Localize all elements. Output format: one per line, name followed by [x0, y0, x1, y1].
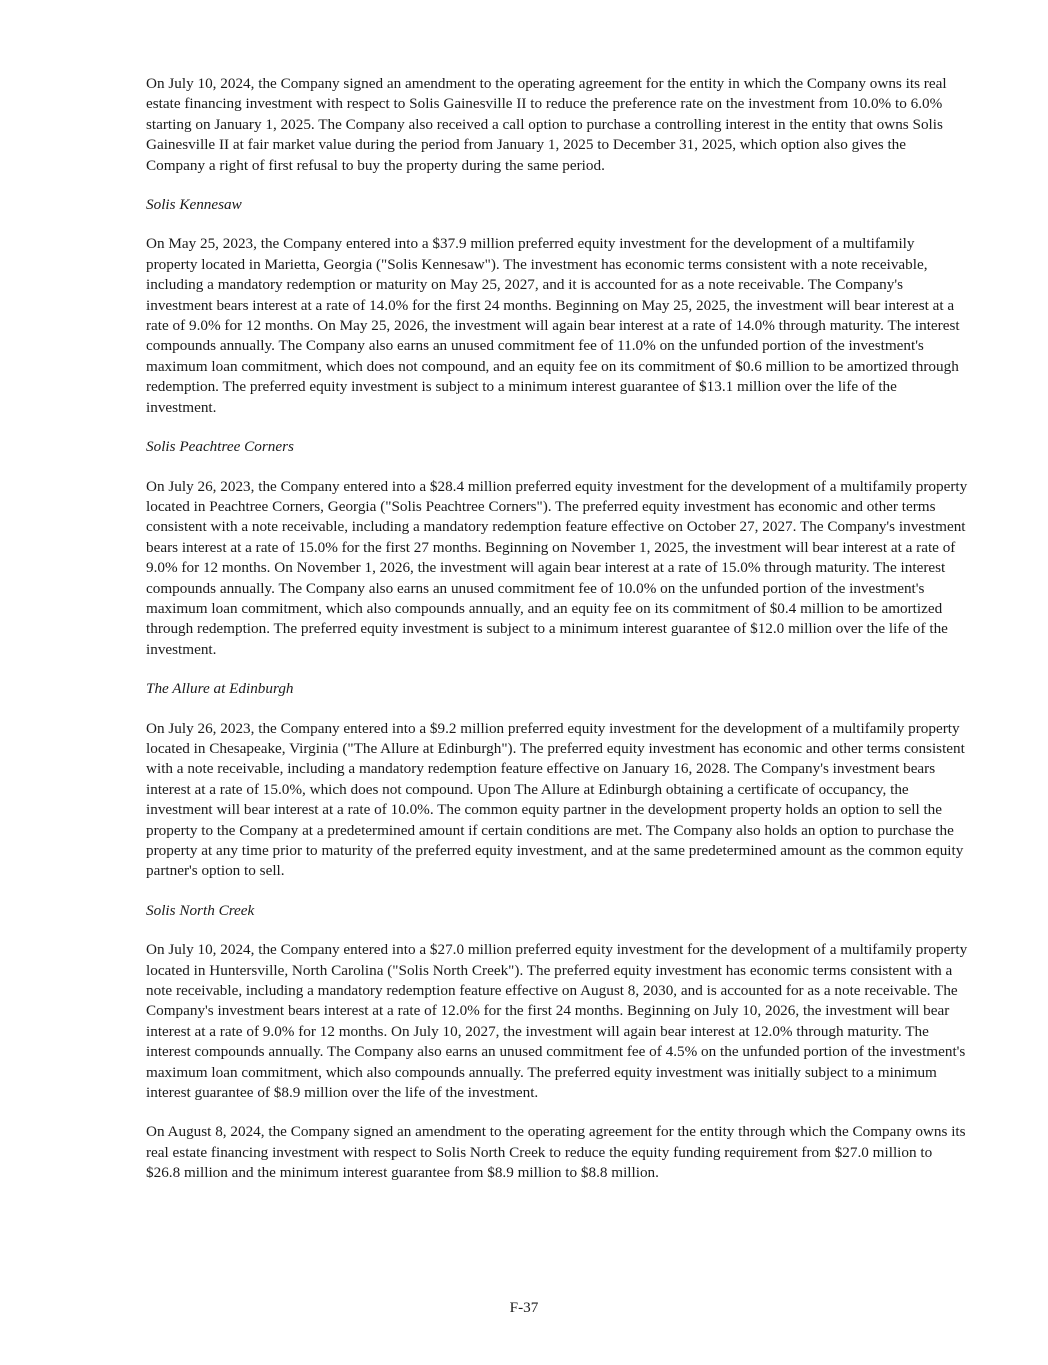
heading-solis-north-creek: Solis North Creek — [146, 901, 255, 919]
paragraph-solis-north-creek: On July 10, 2024, the Company entered into a $27.0 million preferred equity investment for the development of a multifamily property located in Huntersville, North Carolina ("Solis North Creek"). The preferred equity investment has economic terms consistent with a note receivable, including a mandatory redemption feature effective on August 8, 2030, and is accounted for as a note receivable. The Company's investment bears interest at a rate of 12.0% for the first 24 months. Beginning on July 10, 2026, the investment will bear interest at a rate of 9.0% for 12 months. On July 10, 2027, the investment will again bear interest at 12.0% through maturity. The interest compounds annually. The Company also earns an unused commitment fee of 4.5% on the unfunded portion of the investment's maximum loan commitment, which also compounds annually. The preferred equity investment was initially subject to a minimum interest guarantee of $8.9 million over the life of the investment. — [146, 941, 968, 1102]
paragraph-solis-north-creek-amendment: On August 8, 2024, the Company signed an amendment to the operating agreement for the entity through which the Company owns its real estate financing investment with respect to Solis North Creek to reduce the equity funding requirement from $27.0 million to $26.8 million and the minimum interest guarantee from $8.9 million to $8.8 million. — [146, 1123, 966, 1182]
paragraph-allure-at-edinburgh: On July 26, 2023, the Company entered into a $9.2 million preferred equity investment for the development of a multifamily property located in Chesapeake, Virginia ("The Allure at Edinburgh"). The preferred equity investment has economic and other terms consistent with a note receivable, including a mandatory redemption feature effective on January 16, 2028. The Company's investment bears interest at a rate of 15.0%, which does not compound. Upon The Allure at Edinburgh obtaining a certificate of occupancy, the investment will bear interest at a rate of 10.0%. The common equity partner in the development property holds an option to sell the property to the Company at a predetermined amount if certain conditions are met. The Company also holds an option to purchase the property at any time prior to maturity of the preferred equity investment, and at the same predetermined amount as the common equity partner's option to sell. — [146, 719, 965, 880]
heading-allure-at-edinburgh: The Allure at Edinburgh — [146, 680, 294, 698]
paragraph-solis-gainesville-amendment: On July 10, 2024, the Company signed an amendment to the operating agreement for the entity in which the Company owns its real estate financing investment with respect to Solis Gainesville II to reduce the preference rate on the investment from 10.0% to 6.0% starting on January 1, 2025. The Company also received a call option to purchase a controlling interest in the entity that owns Solis Gainesville II at fair market value during the period from January 1, 2025 to December 31, 2025, which option also gives the Company a right of first refusal to buy the property during the same period. — [146, 75, 947, 174]
heading-solis-peachtree-corners: Solis Peachtree Corners — [146, 438, 294, 456]
document-body — [146, 74, 968, 1184]
paragraph-solis-kennesaw: On May 25, 2023, the Company entered into a $37.9 million preferred equity investment for the development of a multifamily property located in Marietta, Georgia ("Solis Kennesaw"). The investment has economic terms consistent with a note receivable, including a mandatory redemption or maturity on May 25, 2027, and it is accounted for as a note receivable. The Company's investment bears interest at a rate of 14.0% for the first 24 months. Beginning on May 25, 2025, the investment will bear interest at a rate of 9.0% for 12 months. On May 25, 2026, the investment will again bear interest at a rate of 14.0% through maturity. The interest compounds annually. The Company also earns an unused commitment fee of 11.0% on the unfunded portion of the investment's maximum loan commitment, which does not compound, and an equity fee on its commitment of $0.6 million to be amortized through redemption. The preferred equity investment is subject to a minimum interest guarantee of $13.1 million over the life of the investment. — [146, 235, 960, 416]
paragraph-solis-peachtree-corners: On July 26, 2023, the Company entered into a $28.4 million preferred equity investment for the development of a multifamily property located in Peachtree Corners, Georgia ("Solis Peachtree Corners"). The preferred equity investment has economic and other terms consistent with a note receivable, including a mandatory redemption feature effective on October 27, 2027. The Company's investment bears interest at a rate of 15.0% for the first 27 months. Beginning on November 1, 2025, the investment will bear interest at a rate of 9.0% for 12 months. On November 1, 2026, the investment will again bear interest at a rate of 15.0% through maturity. The interest compounds annually. The Company also earns an unused commitment fee of 10.0% on the unfunded portion of the investment's maximum loan commitment, which also compounds annually, and an equity fee on its commitment of $0.4 million to be amortized through redemption. The preferred equity investment is subject to a minimum interest guarantee of $12.0 million over the life of the investment. — [146, 477, 968, 658]
page-number: F-37 — [509, 1299, 539, 1316]
heading-solis-kennesaw: Solis Kennesaw — [146, 196, 242, 214]
